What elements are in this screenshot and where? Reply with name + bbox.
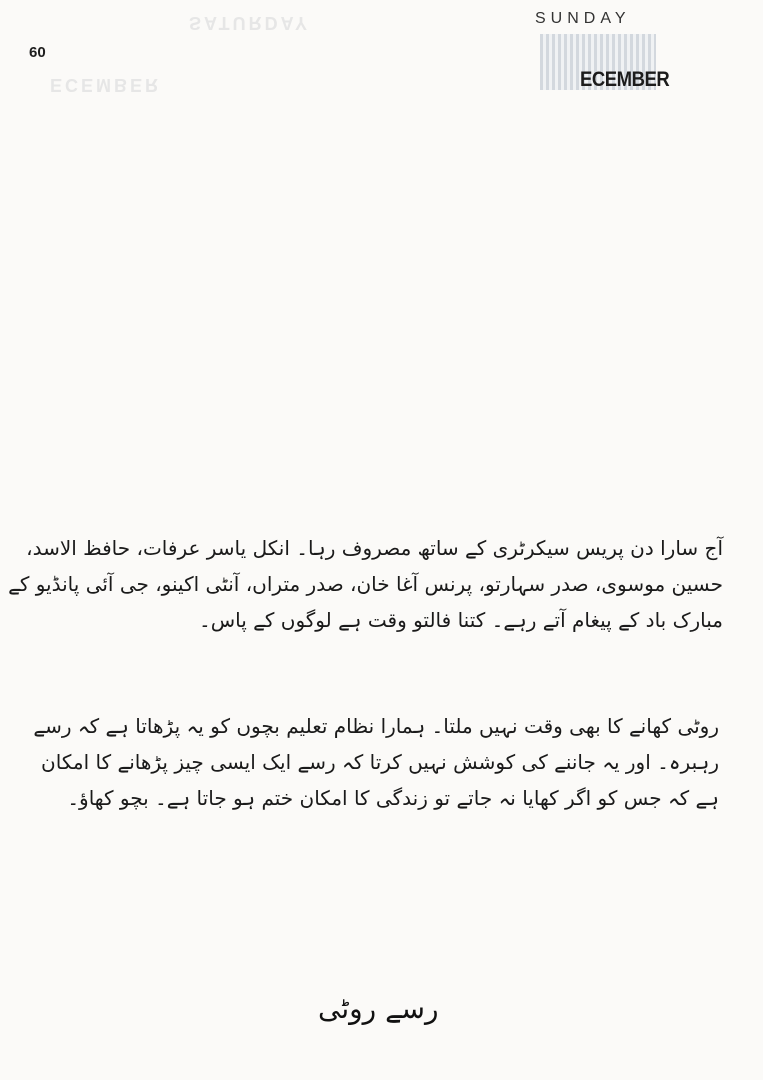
ghost-month-text: ECEMBER xyxy=(50,75,162,95)
diary-paragraph-2 xyxy=(33,708,719,816)
paragraph-line: ہے کہ جس کو اگر کھایا نہ جاتے تو زندگی کا امکان ختم ہو جاتا ہے۔ بچو کھاؤ۔ xyxy=(67,786,719,810)
paragraph-line: رہبرہ۔ اور یہ جاننے کی کوشش نہیں کرتا کہ رسے ایک ایسی چیز پڑھانے کا امکان xyxy=(41,750,719,774)
page-number: 60 xyxy=(29,44,46,61)
paragraph-line: روٹی کھانے کا بھی وقت نہیں ملتا۔ ہمارا نظام تعلیم بچوں کو یہ پڑھاتا ہے کہ رسے xyxy=(33,714,719,738)
day-name: SUNDAY xyxy=(535,10,631,27)
signature: رسے روٹی xyxy=(318,992,439,1025)
paragraph-line: مبارک باد کے پیغام آتے رہے۔ کتنا فالتو وقت ہے لوگوں کے پاس۔ xyxy=(199,608,723,632)
month-name: ECEMBER xyxy=(580,68,670,91)
paragraph-line: حسین موسوی، صدر سہارتو، پرنس آغا خان، صدر متراں، آنٹی اکینو، جی آئی پانڈیو کے xyxy=(8,572,723,596)
diary-paragraph-1 xyxy=(8,530,723,638)
paragraph-line: آج سارا دن پریس سیکرٹری کے ساتھ مصروف رہا۔ انکل یاسر عرفات، حافظ الاسد، xyxy=(26,536,723,560)
ghost-day-text: SATURDAY xyxy=(188,13,310,33)
